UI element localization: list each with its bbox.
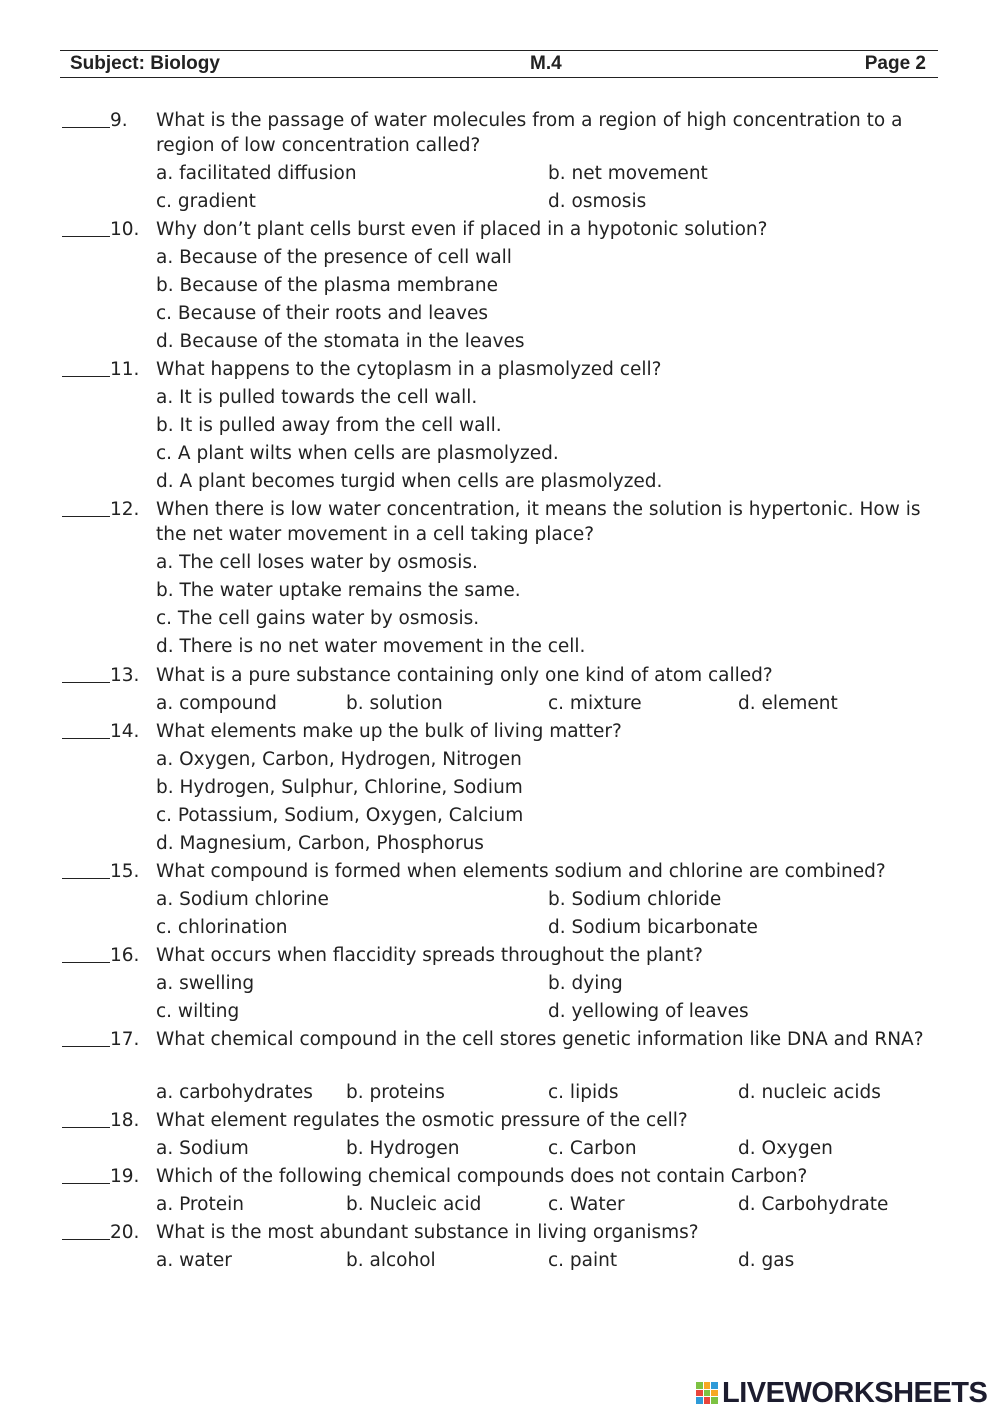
- answer-option: c. mixture: [548, 693, 642, 714]
- answer-option: b. net movement: [548, 163, 708, 184]
- liveworksheets-logo: [696, 1378, 987, 1408]
- question-text: Which of the following chemical compounds does not contain Carbon?: [156, 1166, 808, 1187]
- answer-blank[interactable]: [62, 665, 110, 683]
- answer-option: c. Carbon: [548, 1138, 637, 1159]
- answer-blank[interactable]: [62, 1222, 110, 1240]
- answer-option: d. Magnesium, Carbon, Phosphorus: [156, 833, 484, 854]
- answer-option: b. proteins: [346, 1082, 445, 1103]
- question-text: What element regulates the osmotic pressure of the cell?: [156, 1110, 688, 1131]
- question-number: 16.: [110, 945, 140, 966]
- level-label: M.4: [530, 53, 562, 74]
- answer-option: d. yellowing of leaves: [548, 1001, 749, 1022]
- question-number: 9.: [110, 110, 128, 131]
- question-text: When there is low water concentration, it means the solution is hypertonic. How is the net water movement in a cell taking place?: [156, 499, 921, 545]
- answer-option: c. The cell gains water by osmosis.: [156, 608, 480, 629]
- question-text: Why don’t plant cells burst even if placed in a hypotonic solution?: [156, 219, 768, 240]
- question-text: What occurs when flaccidity spreads throughout the plant?: [156, 945, 703, 966]
- answer-option: c. wilting: [156, 1001, 240, 1022]
- answer-option: d. Oxygen: [738, 1138, 833, 1159]
- question-number: 14.: [110, 721, 140, 742]
- answer-option: c. gradient: [156, 191, 256, 212]
- answer-option: b. Nucleic acid: [346, 1194, 482, 1215]
- question-text: What chemical compound in the cell stores genetic information like DNA and RNA?: [156, 1029, 924, 1050]
- liveworksheets-icon: [696, 1382, 718, 1404]
- answer-option: c. chlorination: [156, 917, 288, 938]
- answer-option: a. Sodium chlorine: [156, 889, 329, 910]
- answer-option: b. Because of the plasma membrane: [156, 275, 498, 296]
- answer-blank[interactable]: [62, 721, 110, 739]
- question-number: 18.: [110, 1110, 140, 1131]
- answer-option: d. There is no net water movement in the cell.: [156, 636, 586, 657]
- answer-blank[interactable]: [62, 1029, 110, 1047]
- answer-option: a. It is pulled towards the cell wall.: [156, 387, 478, 408]
- answer-option: a. Because of the presence of cell wall: [156, 247, 512, 268]
- answer-option: c. paint: [548, 1250, 618, 1271]
- question-number: 20.: [110, 1222, 140, 1243]
- subject-label: Subject: Biology: [70, 53, 220, 74]
- answer-option: a. facilitated diffusion: [156, 163, 357, 184]
- answer-option: a. water: [156, 1250, 232, 1271]
- question-text: What elements make up the bulk of living matter?: [156, 721, 622, 742]
- answer-blank[interactable]: [62, 219, 110, 237]
- question-number: 12.: [110, 499, 140, 520]
- page-header: [60, 50, 938, 78]
- page-number: Page 2: [864, 53, 926, 74]
- question-number: 13.: [110, 665, 140, 686]
- answer-option: b. Sodium chloride: [548, 889, 722, 910]
- answer-option: d. Sodium bicarbonate: [548, 917, 758, 938]
- answer-option: c. Water: [548, 1194, 625, 1215]
- answer-option: a. Oxygen, Carbon, Hydrogen, Nitrogen: [156, 749, 522, 770]
- answer-option: d. osmosis: [548, 191, 647, 212]
- answer-blank[interactable]: [62, 499, 110, 517]
- answer-option: b. It is pulled away from the cell wall.: [156, 415, 502, 436]
- question-number: 17.: [110, 1029, 140, 1050]
- answer-option: d. gas: [738, 1250, 795, 1271]
- answer-option: b. dying: [548, 973, 623, 994]
- answer-blank[interactable]: [62, 359, 110, 377]
- answer-option: c. A plant wilts when cells are plasmolyzed.: [156, 443, 559, 464]
- question-text: What compound is formed when elements sodium and chlorine are combined?: [156, 861, 886, 882]
- answer-option: b. alcohol: [346, 1250, 436, 1271]
- answer-option: a. Sodium: [156, 1138, 249, 1159]
- question-text: What happens to the cytoplasm in a plasmolyzed cell?: [156, 359, 662, 380]
- answer-option: b. Hydrogen, Sulphur, Chlorine, Sodium: [156, 777, 523, 798]
- question-text: What is a pure substance containing only one kind of atom called?: [156, 665, 773, 686]
- answer-option: b. solution: [346, 693, 443, 714]
- answer-option: a. Protein: [156, 1194, 244, 1215]
- answer-option: d. element: [738, 693, 838, 714]
- question-text: What is the most abundant substance in living organisms?: [156, 1222, 699, 1243]
- question-number: 19.: [110, 1166, 140, 1187]
- answer-option: a. The cell loses water by osmosis.: [156, 552, 478, 573]
- answer-option: d. Carbohydrate: [738, 1194, 889, 1215]
- question-number: 15.: [110, 861, 140, 882]
- answer-option: d. A plant becomes turgid when cells are plasmolyzed.: [156, 471, 663, 492]
- answer-option: a. carbohydrates: [156, 1082, 313, 1103]
- question-number: 11.: [110, 359, 140, 380]
- question-text: What is the passage of water molecules from a region of high concentration to a region of low concentration called?: [156, 110, 903, 156]
- answer-blank[interactable]: [62, 110, 110, 128]
- answer-blank[interactable]: [62, 1166, 110, 1184]
- liveworksheets-text: LIVEWORKSHEETS: [722, 1376, 988, 1409]
- answer-option: a. swelling: [156, 973, 255, 994]
- answer-option: c. Because of their roots and leaves: [156, 303, 488, 324]
- answer-blank[interactable]: [62, 861, 110, 879]
- answer-option: b. Hydrogen: [346, 1138, 460, 1159]
- answer-option: d. nucleic acids: [738, 1082, 881, 1103]
- answer-blank[interactable]: [62, 945, 110, 963]
- answer-option: a. compound: [156, 693, 277, 714]
- answer-blank[interactable]: [62, 1110, 110, 1128]
- answer-option: c. Potassium, Sodium, Oxygen, Calcium: [156, 805, 524, 826]
- question-number: 10.: [110, 219, 140, 240]
- answer-option: d. Because of the stomata in the leaves: [156, 331, 525, 352]
- answer-option: b. The water uptake remains the same.: [156, 580, 521, 601]
- answer-option: c. lipids: [548, 1082, 619, 1103]
